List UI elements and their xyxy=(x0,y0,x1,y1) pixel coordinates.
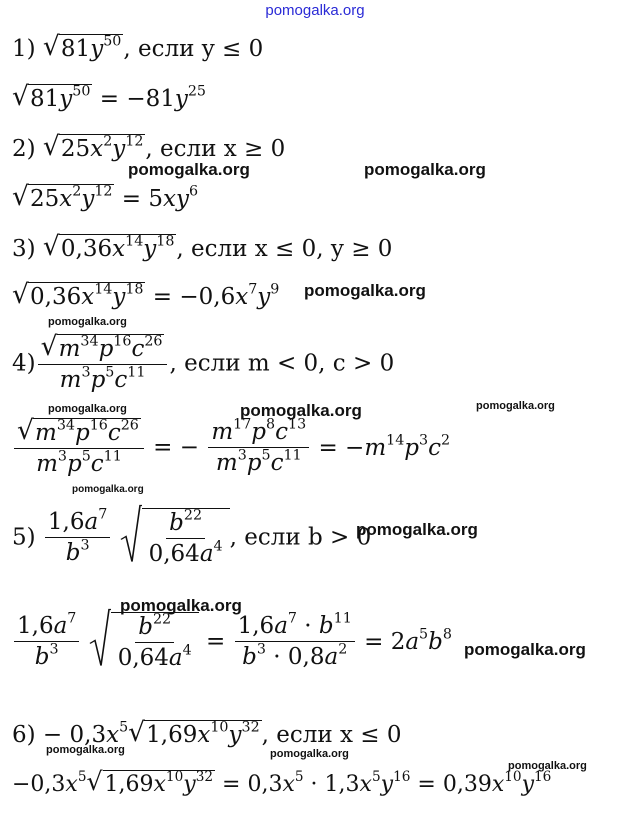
problem-3-solution: √ $0,36x^{14}y^{18} = -0,6x^7y^9$ xyxy=(12,282,279,310)
radical: √ $0,36x^{14}y^{18}$ xyxy=(12,282,145,310)
problem-2-statement xyxy=(12,134,285,162)
problem-2-condition: , если x ≥ 0 xyxy=(145,136,286,162)
problem-2-solution: √ $25x^2y^{12} = 5xy^6$ xyxy=(12,184,198,212)
fraction: $\frac{1,6a^7}{b^3}$ xyxy=(14,613,79,670)
fraction: $\frac{1,6a^7}{b^3}$ xyxy=(45,509,110,566)
problem-1-statement xyxy=(12,34,263,62)
problem-6-statement: $6) - 0,3x^5√$ $1,69x^{10}y^{32}$, если x ≤ 0 xyxy=(12,720,402,748)
problem-5-condition: , если b > 0 xyxy=(229,524,372,551)
problem-4-solution: √ $\frac{m^{34}p^{16}c^{26}}{m^3p^5c^{11}}$ = − $\frac{m^{17}p^8c^{13}}{m^3p^5c^{11}}$ = $-m^{14}p^3c^2$ xyxy=(12,418,450,477)
radical: √ $81y^{50}$ xyxy=(12,84,92,112)
fraction: √ $\frac{m^{34}p^{16}c^{26}}{m^3p^5c^{11}}$ xyxy=(14,418,144,477)
watermark: pomogalka.org xyxy=(120,596,242,615)
problem-4-condition: , если m < 0, c > 0 xyxy=(169,350,395,377)
problem-6-solution: $-0,3x^5√$ $1,69x^{10}y^{32} = 0,3x^5 \cdot 1,3x^5y^{16} = 0,39x^{10}y^{16}$ xyxy=(12,770,551,797)
watermark: pomogalka.org xyxy=(356,520,478,539)
radical-sign-icon xyxy=(89,608,111,667)
problem-5-label: 5) xyxy=(12,524,36,551)
problem-5-statement xyxy=(12,508,371,567)
watermark: pomogalka.org xyxy=(464,640,586,659)
fraction: √ $\frac{m^{34}p^{16}c^{26}}{m^3p^5c^{11}}$ xyxy=(38,334,168,393)
watermark: pomogalka.org xyxy=(48,403,127,415)
watermark: pomogalka.org xyxy=(128,160,250,179)
problem-3-label: 3) xyxy=(12,236,36,262)
radical-sign-icon xyxy=(120,504,142,563)
fraction: $\frac{m^{17}p^8c^{13}}{m^3p^5c^{11}}$ xyxy=(208,419,309,476)
problem-4-label: 4) xyxy=(12,350,36,377)
radical: $\frac{b^{22}}{0,64a^4}$ xyxy=(120,508,230,567)
problem-1-label: 1) xyxy=(12,36,36,62)
radical: √ $25x^2y^{12}$ xyxy=(12,184,114,212)
watermark: pomogalka.org xyxy=(270,748,349,760)
problem-1-condition: , если y ≤ 0 xyxy=(123,36,264,62)
watermark: pomogalka.org xyxy=(240,401,362,420)
problem-2-label: 2) xyxy=(12,136,36,162)
radical: √ $1,69x^{10}y^{32}$ xyxy=(87,770,216,797)
watermark: pomogalka.org xyxy=(48,316,127,328)
site-watermark-header[interactable]: pomogalka.org xyxy=(265,2,365,19)
problem-3-condition: , если x ≤ 0, y ≥ 0 xyxy=(176,236,393,262)
radical: √ $81y^{50}$ xyxy=(43,34,123,62)
problem-3-statement xyxy=(12,234,392,262)
problem-6-label: 6) xyxy=(12,722,36,748)
problem-6-condition: , если x ≤ 0 xyxy=(261,722,402,748)
watermark: pomogalka.org xyxy=(72,484,144,495)
fraction: $\frac{1,6a^7 \cdot b^{11}}{b^3 \cdot 0,8a^2}$ xyxy=(235,613,355,670)
radical: √ $25x^2y^{12}$ xyxy=(43,134,145,162)
watermark: pomogalka.org xyxy=(304,281,426,300)
problem-4-statement xyxy=(12,334,394,393)
radical: √ $1,69x^{10}y^{32}$ xyxy=(128,720,261,748)
watermark: pomogalka.org xyxy=(364,160,486,179)
watermark: pomogalka.org xyxy=(508,760,587,772)
problem-5-solution: $\frac{1,6a^7}{b^3}$ $\frac{b^{22}}{0,64a^4}$ = $\frac{1,6a^7 \cdot b^{11}}{b^3 \cdot 0,8a^2}$ = $2a^5b^8$ xyxy=(12,612,452,671)
problem-1-solution: √ $81y^{50} = -81y^{25}$ xyxy=(12,84,206,112)
radical: √ $0,36x^{14}y^{18}$ xyxy=(43,234,176,262)
watermark: pomogalka.org xyxy=(46,744,125,756)
watermark: pomogalka.org xyxy=(476,400,555,412)
radical: $\frac{b^{22}}{0,64a^4}$ xyxy=(89,612,199,671)
